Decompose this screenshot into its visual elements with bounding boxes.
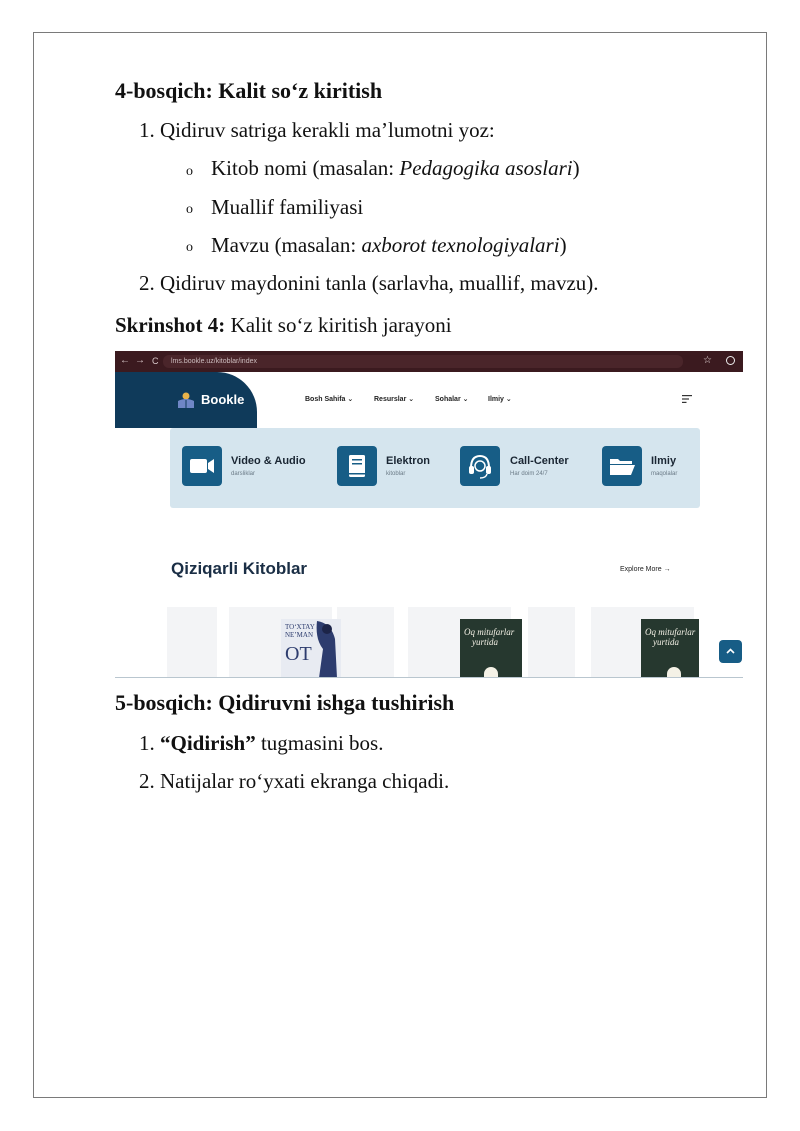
- chevron-down-icon: ⌄: [347, 396, 354, 403]
- headset-support-icon: [460, 446, 500, 486]
- book-icon: [337, 446, 377, 486]
- step4-item-2: 2. Qidiruv maydonini tanla (sarlavha, muallif, mavzu).: [139, 271, 599, 295]
- chevron-down-icon: ⌄: [462, 396, 469, 403]
- step4-item-1: 1. Qidiruv satriga kerakli ma’lumotni yoz:: [139, 118, 495, 142]
- book-cover-title: Oq mitufarlar yurtida: [645, 627, 696, 647]
- feature-subtitle: maqolalar: [651, 471, 678, 477]
- bookmark-star-icon[interactable]: ☆: [703, 355, 712, 366]
- feature-subtitle: darsliklar: [231, 471, 256, 477]
- nav-resurslar[interactable]: Resurslar ⌄: [374, 396, 415, 403]
- nav-sohalar[interactable]: Sohalar ⌄: [435, 396, 469, 403]
- book-cover[interactable]: [460, 619, 522, 678]
- browser-toolbar: [115, 351, 743, 372]
- feature-title-video-audio: Video & Audio: [231, 455, 306, 467]
- feature-title-call-center: Call-Center: [510, 455, 569, 467]
- website-screenshot: [115, 351, 743, 678]
- address-bar[interactable]: [163, 355, 683, 368]
- forward-arrow-icon[interactable]: →: [135, 355, 145, 366]
- features-panel: [170, 428, 700, 508]
- profile-icon[interactable]: [726, 356, 735, 365]
- step5-item-1: 1. “Qidirish” tugmasini bos.: [139, 731, 384, 755]
- feature-title-elektron: Elektron: [386, 455, 431, 467]
- nav-bosh-sahifa[interactable]: Bosh Sahifa ⌄: [305, 396, 354, 403]
- video-camera-icon: [182, 446, 222, 486]
- section-title: Qiziqarli Kitoblar: [171, 559, 308, 578]
- step4-sub-item-1: Kitob nomi (masalan: Pedagogika asoslari): [211, 156, 580, 180]
- feature-subtitle: Har doim 24/7: [510, 471, 548, 477]
- site-logo-text: Bookle: [201, 392, 245, 407]
- feature-subtitle: kitoblar: [386, 471, 406, 477]
- address-url: lms.bookle.uz/kitoblar/index: [171, 358, 257, 365]
- book-card[interactable]: [337, 607, 394, 678]
- step5-item-2: 2. Natijalar ro‘yxati ekranga chiqadi.: [139, 769, 450, 793]
- hamburger-menu-icon[interactable]: [682, 395, 692, 403]
- bullet-marker: o: [186, 202, 193, 217]
- book-cover[interactable]: [641, 619, 699, 678]
- book-card[interactable]: [528, 607, 575, 678]
- book-card[interactable]: [167, 607, 217, 678]
- bullet-marker: o: [186, 164, 193, 179]
- step4-sub-item-3: Mavzu (masalan: axborot texnologiyalari): [211, 233, 567, 257]
- reload-icon[interactable]: C: [152, 356, 159, 366]
- chevron-down-icon: ⌄: [505, 396, 512, 403]
- explore-more-link[interactable]: Explore More →: [620, 566, 671, 573]
- scroll-to-top-button[interactable]: [719, 640, 742, 663]
- reader-logo-icon: [175, 391, 197, 409]
- screenshot-bottom-edge: [115, 677, 743, 678]
- book-cover-title: Oq mitufarlar yurtida: [464, 627, 515, 647]
- feature-title-ilmiy: Ilmiy: [651, 455, 677, 467]
- back-arrow-icon[interactable]: ←: [120, 355, 130, 366]
- step4-sub-item-2: Muallif familiyasi: [211, 195, 364, 219]
- bullet-marker: o: [186, 240, 193, 255]
- chevron-down-icon: ⌄: [408, 396, 415, 403]
- book-cover-title: TO‘XTAY NE’MAN OT: [285, 623, 315, 665]
- site-logo-area[interactable]: [115, 372, 257, 428]
- nav-ilmiy[interactable]: Ilmiy ⌄: [488, 396, 512, 403]
- step5-heading: 5-bosqich: Qidiruvni ishga tushirish: [115, 690, 455, 715]
- screenshot-caption: Skrinshot 4: Kalit so‘z kiritish jarayoni: [115, 313, 452, 337]
- open-folder-icon: [602, 446, 642, 486]
- chevron-up-icon: [719, 640, 742, 663]
- step4-heading: 4-bosqich: Kalit so‘z kiritish: [115, 78, 383, 103]
- book-cover[interactable]: [281, 619, 341, 678]
